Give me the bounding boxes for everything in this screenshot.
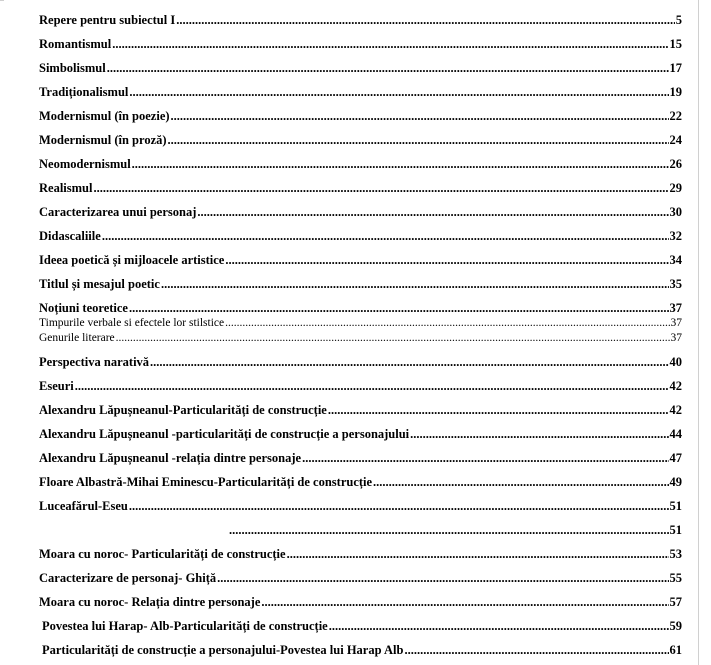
toc-subentry[interactable] (39, 333, 682, 345)
toc-entry[interactable] (39, 596, 682, 609)
dot-leader (129, 86, 668, 99)
toc-entry[interactable] (39, 380, 682, 393)
toc-entry-title: Povestea lui Harap- Alb-Particularități de construcție (42, 619, 328, 633)
toc-entry-title: Realismul (39, 181, 93, 195)
toc-entry-page: 40 (669, 355, 682, 369)
dot-leader (329, 620, 669, 633)
toc-entry-title: Caracterizare de personaj- Ghiță (39, 571, 217, 585)
dot-leader (93, 182, 668, 195)
toc-entry[interactable] (39, 38, 682, 51)
dot-leader (116, 333, 670, 345)
toc-entry-page: 42 (669, 403, 682, 417)
dot-leader (129, 500, 669, 513)
toc-entry[interactable] (39, 500, 682, 513)
toc-entry[interactable] (39, 14, 682, 27)
toc-entry-title: Ideea poetică și mijloacele artistice (39, 253, 225, 267)
toc-entry-page: 55 (669, 571, 682, 585)
toc-entry-page: 30 (669, 205, 682, 219)
toc-entry-page: 37 (670, 332, 682, 344)
toc-entry-page: 51 (669, 523, 682, 537)
toc-entry-page: 17 (669, 61, 682, 75)
toc-entry[interactable] (42, 644, 682, 657)
toc-entry-page: 47 (669, 451, 682, 465)
toc-entry-title: Timpurile verbale si efectele lor stilstice (39, 317, 225, 329)
toc-entry-page: 22 (669, 109, 682, 123)
dot-leader (229, 524, 669, 537)
toc-entry-page: 59 (669, 619, 682, 633)
toc-entry[interactable] (42, 620, 682, 633)
toc-entry[interactable] (39, 62, 682, 75)
dot-leader (225, 254, 668, 267)
toc-entry[interactable] (39, 452, 682, 465)
toc-entry-page: 35 (669, 277, 682, 291)
toc-entry-title: Moara cu noroc- Relația dintre personaje (39, 595, 261, 609)
dot-leader (217, 572, 668, 585)
dot-leader (171, 110, 669, 123)
toc-entry[interactable] (39, 356, 682, 369)
toc-entry-title: Modernismul (în poezie) (39, 109, 170, 123)
toc-entry-title: Titlul și mesajul poetic (39, 277, 160, 291)
toc-entry-title: Caracterizarea unui personaj (39, 205, 197, 219)
toc-entry[interactable] (39, 278, 682, 291)
dot-leader (112, 38, 668, 51)
toc-entry-title: Genurile literare (39, 332, 115, 344)
toc-entry[interactable] (39, 254, 682, 267)
toc-entry[interactable] (39, 182, 682, 195)
toc-entry-page: 53 (669, 547, 682, 561)
toc-entry-title: Didascaliile (39, 229, 101, 243)
dot-leader (107, 62, 669, 75)
toc-entry-title: Alexandru Lăpușneanul -particularități de construcție a personajului (39, 427, 410, 441)
toc-entry[interactable] (39, 134, 682, 147)
toc-entry-page: 5 (675, 13, 682, 27)
toc-entry-page: 29 (669, 181, 682, 195)
page-edge-line (698, 0, 699, 665)
dot-leader (410, 428, 668, 441)
dot-leader (197, 206, 668, 219)
toc-entry-page: 34 (669, 253, 682, 267)
toc-entry[interactable] (39, 476, 682, 489)
dot-leader (132, 158, 669, 171)
toc-entry-untitled[interactable] (228, 524, 682, 537)
dot-leader (287, 548, 669, 561)
toc-entry[interactable] (39, 206, 682, 219)
dot-leader (373, 476, 668, 489)
toc-entry-page: 49 (669, 475, 682, 489)
toc-entry-title: Particularități de construcție a personajului-Povestea lui Harap Alb (42, 643, 404, 657)
dot-leader (176, 14, 675, 27)
toc-entry[interactable] (39, 404, 682, 417)
toc-entry-page: 26 (669, 157, 682, 171)
toc-entry[interactable] (39, 572, 682, 585)
toc-entry[interactable] (39, 230, 682, 243)
toc-entry-title: Alexandru Lăpușneanul -relația dintre personaje (39, 451, 302, 465)
toc-entry-page: 61 (669, 643, 682, 657)
dot-leader (225, 318, 669, 330)
toc-entry-title: Floare Albastră-Mihai Eminescu-Particularități de construcție (39, 475, 373, 489)
dot-leader (261, 596, 668, 609)
dot-leader (150, 356, 668, 369)
dot-leader (168, 134, 669, 147)
dot-leader (129, 302, 669, 315)
toc-entry-page: 42 (669, 379, 682, 393)
toc-entry-title: Noțiuni teoretice (39, 301, 128, 315)
dot-leader (75, 380, 669, 393)
toc-entry[interactable] (39, 158, 682, 171)
toc-entry[interactable] (39, 110, 682, 123)
toc-entry-title: Repere pentru subiectul I (39, 13, 176, 27)
toc-entry-title: Perspectiva narativă (39, 355, 150, 369)
toc-entry[interactable] (39, 428, 682, 441)
dot-leader (102, 230, 669, 243)
toc-subentry[interactable] (39, 318, 682, 330)
toc-entry-title: Eseuri (39, 379, 74, 393)
toc-entry-title: Romantismul (39, 37, 112, 51)
toc-entry-page: 44 (669, 427, 682, 441)
toc-entry-page: 15 (669, 37, 682, 51)
toc-entry-title: Simbolismul (39, 61, 106, 75)
toc-entry-title: Alexandru Lăpușneanul-Particularități de construcție (39, 403, 327, 417)
page-corner-mark (0, 0, 4, 1)
dot-leader (302, 452, 668, 465)
toc-entry[interactable] (39, 302, 682, 315)
dot-leader (161, 278, 669, 291)
toc-entry-title: Luceafărul-Eseu (39, 499, 128, 513)
toc-entry-page: 57 (669, 595, 682, 609)
toc-entry[interactable] (39, 548, 682, 561)
toc-entry-page: 37 (670, 317, 682, 329)
toc-entry-page: 32 (669, 229, 682, 243)
dot-leader (404, 644, 668, 657)
toc-entry-title: Neomodernismul (39, 157, 131, 171)
toc-entry-page: 24 (669, 133, 682, 147)
toc-entry-page: 19 (669, 85, 682, 99)
toc-entry-page: 37 (669, 301, 682, 315)
dot-leader (328, 404, 669, 417)
toc-entry-title: Moara cu noroc- Particularități de construcție (39, 547, 286, 561)
toc-entry-page: 51 (669, 499, 682, 513)
toc-entry-title: Tradiționalismul (39, 85, 129, 99)
toc-entry[interactable] (39, 86, 682, 99)
toc-entry-title: Modernismul (în proză) (39, 133, 167, 147)
